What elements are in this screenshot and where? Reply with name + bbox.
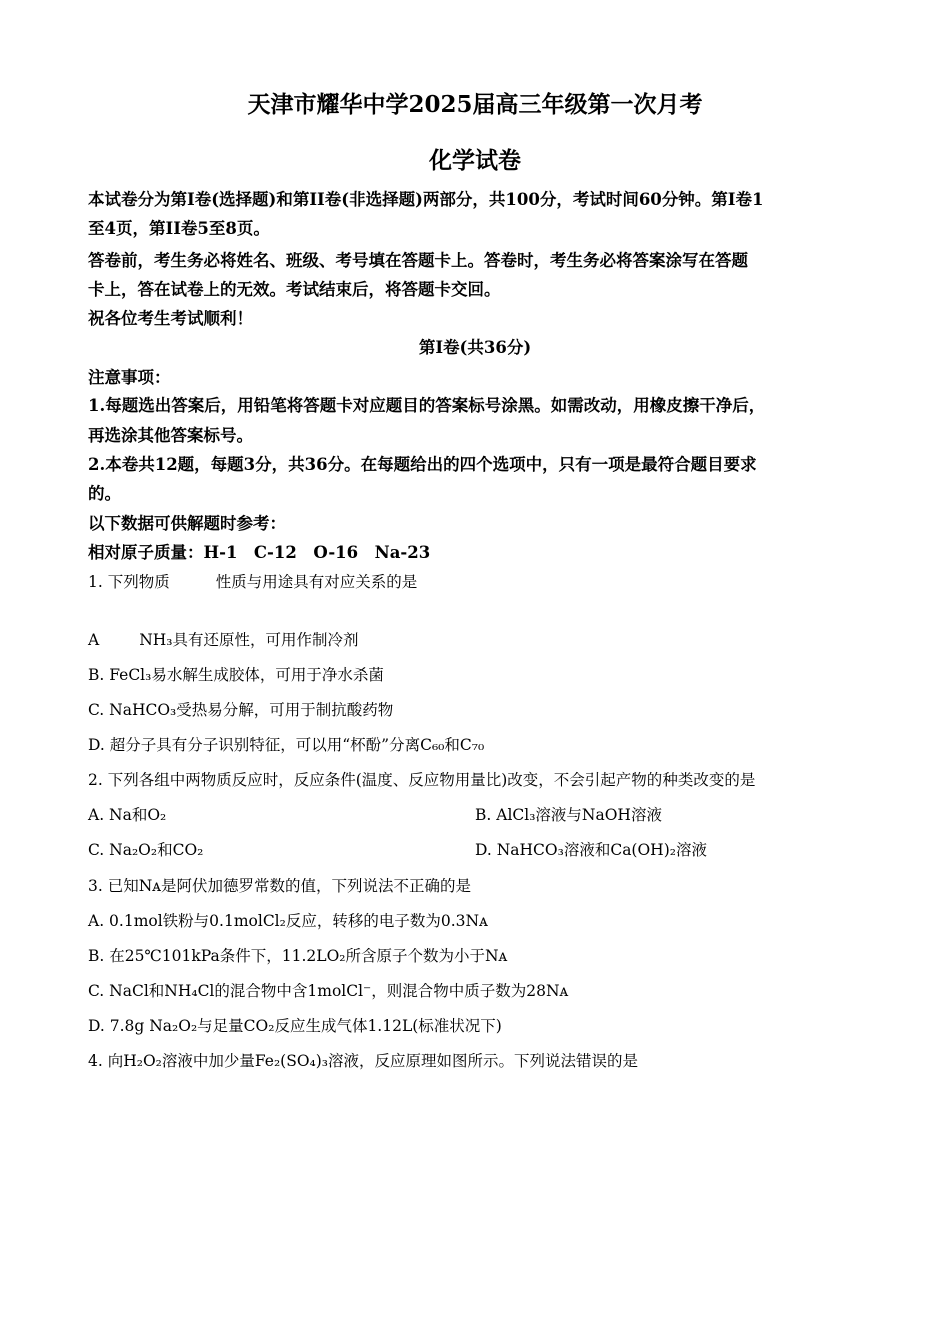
q1-option-c: C. NaHCO₃受热易分解，可用于制抗酸药物	[88, 701, 394, 719]
intro-line-4: 卡上，答在试卷上的无效。考试结束后，将答题卡交回。	[88, 280, 501, 299]
exam-title: 天津市耀华中学2025届高三年级第一次月考	[247, 91, 703, 118]
q3-stem: 3. 已知Nᴀ是阿伏加德罗常数的值，下列说法不正确的是	[88, 877, 472, 895]
q2-stem: 2. 下列各组中两物质反应时，反应条件(温度、反应物用量比)改变，不会引起产物的种类改变的是	[88, 771, 756, 789]
q2-option-d: D. NaHCO₃溶液和Ca(OH)₂溶液	[475, 841, 707, 859]
q4-stem: 4. 向H₂O₂溶液中加少量Fe₂(SO₄)₃溶液，反应原理如图所示。下列说法错误的是	[88, 1052, 639, 1070]
intro-line-2: 至4页，第II卷5至8页。	[88, 219, 270, 238]
intro-line-5: 祝各位考生考试顺利！	[88, 309, 253, 328]
q1-option-b: B. FeCl₃易水解生成胶体，可用于净水杀菌	[88, 666, 384, 684]
intro-line-1: 本试卷分为第I卷(选择题)和第II卷(非选择题)两部分，共100分，考试时间60分钟。第I卷1	[88, 190, 764, 209]
q1-stem-b: 性质与用途具有对应关系的是	[215, 573, 418, 591]
q3-option-a: A. 0.1mol铁粉与0.1molCl₂反应，转移的电子数为0.3Nᴀ	[88, 912, 488, 930]
note-2b: 的。	[88, 484, 121, 503]
intro-line-3: 答卷前，考生务必将姓名、班级、考号填在答题卡上。答卷时，考生务必将答案涂写在答题	[88, 251, 748, 270]
q2-option-b: B. AlCl₃溶液与NaOH溶液	[475, 806, 662, 824]
reference-title: 以下数据可供解题时参考：	[88, 514, 286, 533]
q1-stem	[88, 570, 417, 592]
q3-option-b: B. 在25℃101kPa条件下，11.2LO₂所含原子个数为小于Nᴀ	[88, 947, 508, 965]
q1-option-a	[88, 628, 359, 650]
notes-title: 注意事项：	[88, 368, 171, 387]
note-1b: 再选涂其他答案标号。	[88, 426, 253, 445]
note-1a: 1.每题选出答案后，用铅笔将答题卡对应题目的答案标号涂黑。如需改动，用橡皮擦干净后，	[88, 396, 766, 415]
q3-option-c: C. NaCl和NH₄Cl的混合物中含1molCl⁻，则混合物中质子数为28Nᴀ	[88, 982, 569, 1000]
atomic-mass-line: 相对原子质量：H-1 C-12 O-16 Na-23	[88, 543, 431, 562]
q2-option-c: C. Na₂O₂和CO₂	[88, 841, 204, 859]
q1-option-a-text: NH₃具有还原性，可用作制冷剂	[139, 631, 359, 649]
note-2a: 2.本卷共12题，每题3分，共36分。在每题给出的四个选项中，只有一项是最符合题目要求	[88, 455, 757, 474]
q1-option-d: D. 超分子具有分子识别特征，可以用“杯酚”分离C₆₀和C₇₀	[88, 736, 485, 754]
q1-option-a-label: A	[88, 631, 100, 649]
subject-title: 化学试卷	[429, 147, 521, 174]
q2-option-a: A. Na和O₂	[88, 806, 167, 824]
q3-option-d: D. 7.8g Na₂O₂与足量CO₂反应生成气体1.12L(标准状况下)	[88, 1017, 502, 1035]
q1-stem-a: 1. 下列物质	[88, 573, 170, 591]
section-heading: 第I卷(共36分)	[418, 338, 532, 357]
